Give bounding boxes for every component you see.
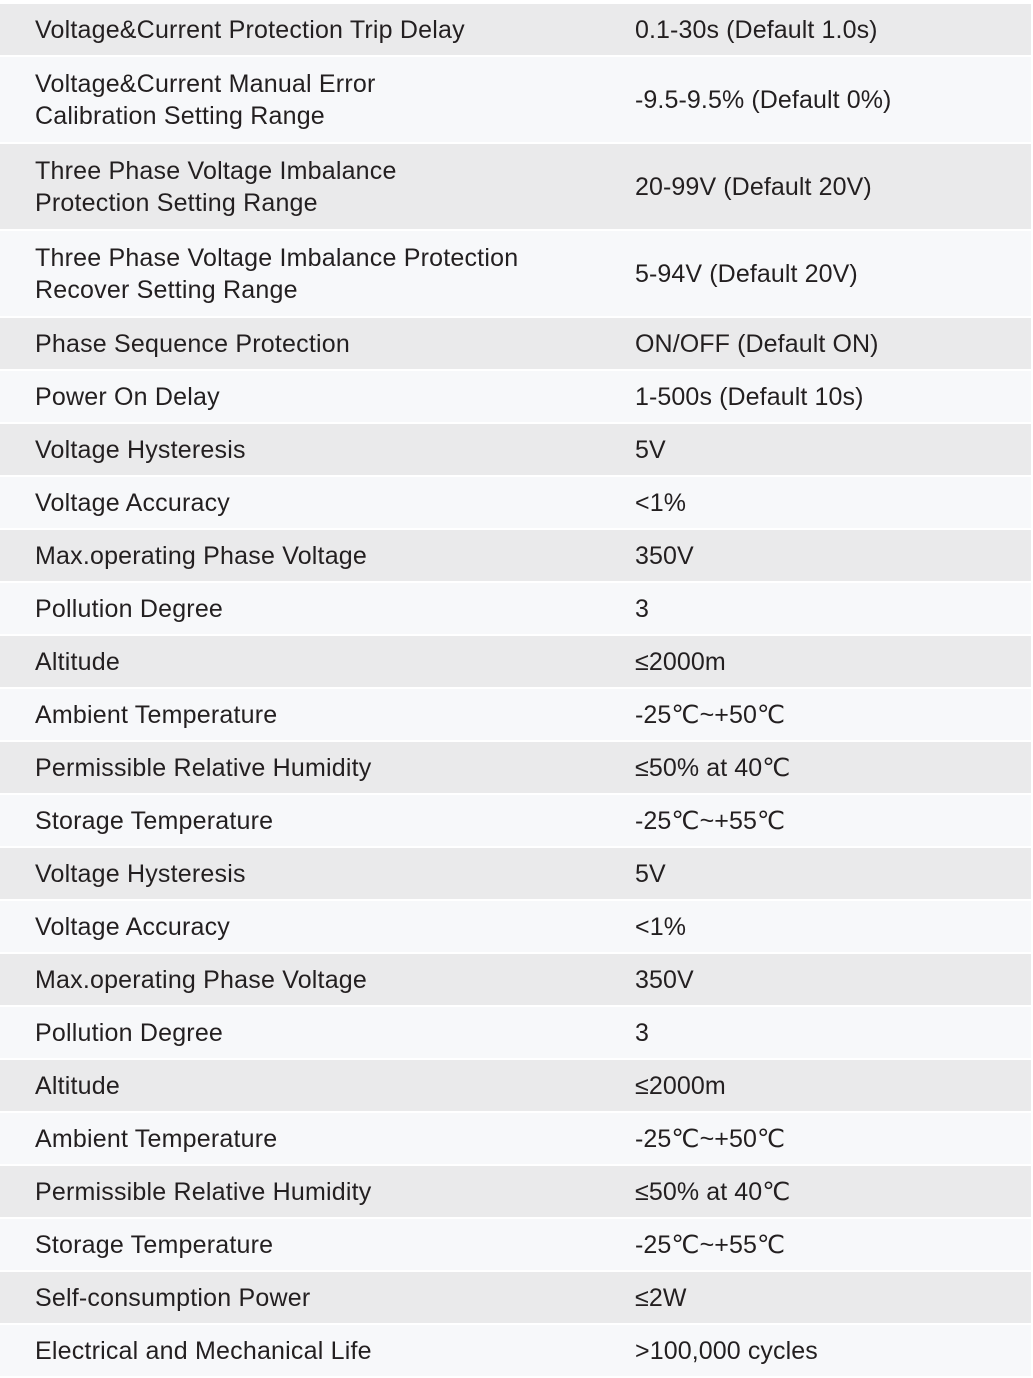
spec-label: Voltage Hysteresis: [35, 435, 246, 464]
spec-label: Ambient Temperature: [35, 700, 278, 729]
table-row: [0, 1166, 1031, 1219]
table-row: [0, 318, 1031, 371]
spec-label: Power On Delay: [35, 382, 220, 411]
spec-label: Voltage&Current Manual Error Calibration Setting Range: [35, 69, 376, 130]
spec-value: 1-500s (Default 10s): [635, 382, 864, 411]
spec-label: Voltage Hysteresis: [35, 859, 246, 888]
table-row: [0, 1060, 1031, 1113]
table-row: [0, 424, 1031, 477]
spec-label: Storage Temperature: [35, 1230, 274, 1259]
spec-label: Altitude: [35, 1071, 120, 1100]
spec-label: Ambient Temperature: [35, 1124, 278, 1153]
table-row: [0, 477, 1031, 530]
table-row: [0, 1272, 1031, 1325]
spec-label: Voltage&Current Protection Trip Delay: [35, 15, 465, 44]
spec-value: 5-94V (Default 20V): [635, 259, 858, 288]
spec-value: 3: [635, 594, 650, 623]
spec-label: Permissible Relative Humidity: [35, 753, 372, 782]
table-row: [0, 57, 1031, 144]
table-row: [0, 742, 1031, 795]
spec-value: -25℃~+50℃: [635, 1124, 786, 1153]
spec-label: Electrical and Mechanical Life: [35, 1336, 372, 1365]
spec-value: ≤2000m: [635, 1071, 726, 1100]
spec-value: <1%: [635, 912, 687, 941]
spec-value: -9.5-9.5% (Default 0%): [635, 85, 892, 114]
spec-value: 350V: [635, 965, 694, 994]
spec-value: ON/OFF (Default ON): [635, 329, 879, 358]
spec-label: Pollution Degree: [35, 594, 224, 623]
table-row: [0, 583, 1031, 636]
table-row: [0, 795, 1031, 848]
spec-label: Permissible Relative Humidity: [35, 1177, 372, 1206]
spec-value: ≤50% at 40℃: [635, 1177, 791, 1206]
spec-value: 350V: [635, 541, 694, 570]
spec-label: Altitude: [35, 647, 120, 676]
spec-label: Voltage Accuracy: [35, 912, 230, 941]
spec-label: Self-consumption Power: [35, 1283, 311, 1312]
table-row: [0, 1219, 1031, 1272]
table-row: [0, 848, 1031, 901]
table-row: [0, 144, 1031, 231]
spec-value: <1%: [635, 488, 687, 517]
spec-label: Max.operating Phase Voltage: [35, 541, 368, 570]
spec-label: Phase Sequence Protection: [35, 329, 350, 358]
spec-value: 0.1-30s (Default 1.0s): [635, 15, 878, 44]
table-row: [0, 1113, 1031, 1166]
table-row: [0, 636, 1031, 689]
spec-value: -25℃~+55℃: [635, 1230, 786, 1259]
spec-value: ≤2W: [635, 1283, 687, 1312]
specification-table: [0, 4, 1031, 1378]
spec-value: ≤50% at 40℃: [635, 753, 791, 782]
spec-value: 5V: [635, 435, 666, 464]
spec-value: 5V: [635, 859, 666, 888]
spec-value: ≤2000m: [635, 647, 726, 676]
spec-value: 20-99V (Default 20V): [635, 172, 872, 201]
spec-label: Max.operating Phase Voltage: [35, 965, 368, 994]
spec-value: 3: [635, 1018, 650, 1047]
table-row: [0, 530, 1031, 583]
spec-label: Pollution Degree: [35, 1018, 224, 1047]
table-row: [0, 1325, 1031, 1378]
spec-value: -25℃~+50℃: [635, 700, 786, 729]
table-row: [0, 901, 1031, 954]
table-row: [0, 689, 1031, 742]
spec-value: >100,000 cycles: [635, 1336, 818, 1365]
spec-label: Three Phase Voltage Imbalance Protection Recover Setting Range: [35, 243, 519, 304]
spec-label: Storage Temperature: [35, 806, 274, 835]
table-row: [0, 4, 1031, 57]
table-row: [0, 231, 1031, 318]
table-row: [0, 371, 1031, 424]
spec-label: Three Phase Voltage Imbalance Protection Setting Range: [35, 156, 397, 217]
table-row: [0, 1007, 1031, 1060]
spec-value: -25℃~+55℃: [635, 806, 786, 835]
table-row: [0, 954, 1031, 1007]
spec-label: Voltage Accuracy: [35, 488, 230, 517]
